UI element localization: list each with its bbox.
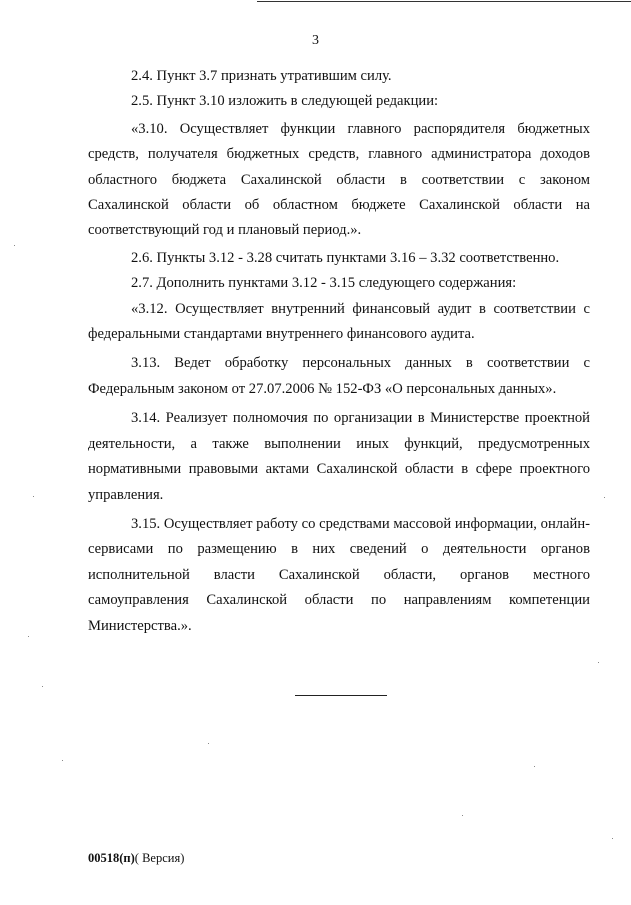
scan-speck — [62, 760, 63, 761]
scan-speck — [462, 815, 463, 816]
top-edge-line — [257, 1, 631, 2]
paragraph-2-4: 2.4. Пункт 3.7 признать утратившим силу. — [131, 68, 392, 84]
paragraph-3-14: 3.14. Реализует полномочия по организации в Министерстве проектной деятельности, а также выполнении иных функций, предусмотренных нормативными правовыми актами Сахалинской области в сфере проектного управления. — [88, 410, 590, 503]
scan-speck — [33, 496, 34, 497]
scan-speck — [598, 662, 599, 663]
scan-speck — [208, 743, 209, 744]
paragraph-2-6: 2.6. Пункты 3.12 - 3.28 считать пунктами 3.16 – 3.32 соответственно. — [131, 249, 560, 266]
paragraph-2-7: 2.7. Дополнить пунктами 3.12 - 3.15 следующего содержания: — [131, 275, 517, 292]
scan-speck — [604, 497, 605, 498]
paragraph-2-5: 2.5. Пункт 3.10 изложить в следующей редакции: — [131, 93, 439, 110]
scan-speck — [42, 686, 43, 687]
end-of-text-divider — [295, 695, 387, 696]
footer-code: 00518(п) — [88, 851, 135, 865]
footer-version: ( Версия) — [134, 851, 185, 865]
paragraph-3-10: «3.10. Осуществляет функции главного распорядителя бюджетных средств, получателя бюджетных средств, главного администратора доходов областного бюджета Сахалинской области в соответствии с законом Сахалинской области об областном бюджете Сахалинской области на соответствующий год и плановый период.». — [88, 120, 590, 239]
paragraph-3-15: 3.15. Осуществляет работу со средствами массовой информации, онлайн-сервисами по размещению в них сведений о деятельности органов исполнительной власти Сахалинской области, органов местного самоуправления Сахалинской области по направлениям компетенции Министерства.». — [88, 515, 590, 634]
document-body — [88, 64, 590, 639]
scan-speck — [14, 245, 15, 246]
scan-speck — [534, 766, 535, 767]
page-number: 3 — [312, 33, 319, 48]
scan-speck — [28, 636, 29, 637]
paragraph-3-13: 3.13. Ведет обработку персональных данных в соответствии с Федеральным законом от 27.07.2006 № 152-ФЗ «О персональных данных». — [88, 355, 590, 397]
footer-document-code — [88, 851, 184, 866]
scan-speck — [612, 838, 613, 839]
paragraph-3-12: «3.12. Осуществляет внутренний финансовый аудит в соответствии с федеральными стандартами внутреннего финансового аудита. — [88, 300, 590, 343]
